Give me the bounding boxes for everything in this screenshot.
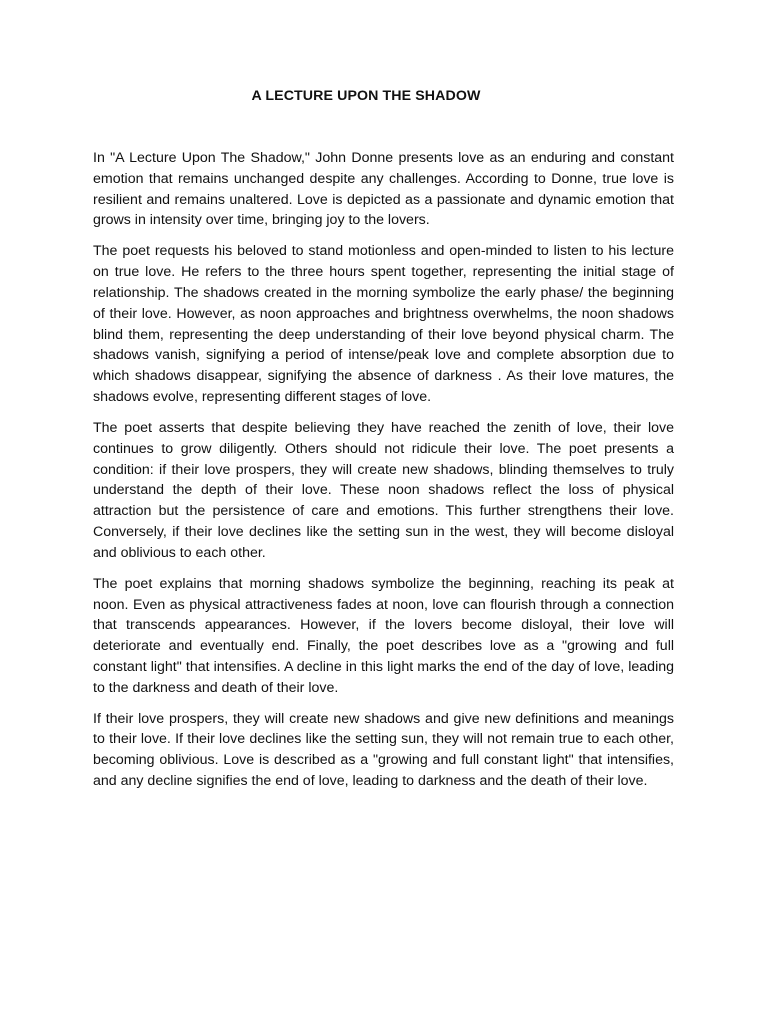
paragraph-2: The poet requests his beloved to stand motionless and open-minded to listen to his lecture on true love. He refers to the three hours spent together, representing the initial stage of relationship. The shadows created in the morning symbolize the early phase/ the beginning of their love. However, as noon approaches and brightness overwhelms, the noon shadows blind them, representing the deep understanding of their love beyond physical charm. The shadows vanish, signifying a period of intense/peak love and complete absorption due to which shadows disappear, signifying the absence of darkness . As their love matures, the shadows evolve, representing different stages of love. bbox=[93, 243, 674, 405]
document-title: A LECTURE UPON THE SHADOW bbox=[251, 88, 481, 104]
document-body bbox=[93, 148, 674, 802]
paragraph-4: The poet explains that morning shadows symbolize the beginning, reaching its peak at noon. Even as physical attractiveness fades at noon, love can flourish through a connection that transcends appearances. However, if the lovers become disloyal, their love will deteriorate and eventually end. Finally, the poet describes love as a "growing and full constant light" that intensifies. A decline in this light marks the end of the day of love, leading to the darkness and death of their love. bbox=[93, 575, 674, 696]
paragraph-5: If their love prospers, they will create new shadows and give new definitions and meanings to their love. If their love declines like the setting sun, they will not remain true to each other, becoming oblivious. Love is described as a "growing and full constant light" that intensifies, and any decline signifies the end of love, leading to darkness and the death of their love. bbox=[93, 710, 674, 790]
paragraph-1: In "A Lecture Upon The Shadow," John Donne presents love as an enduring and constant emotion that remains unchanged despite any challenges. According to Donne, true love is resilient and remains unaltered. Love is depicted as a passionate and dynamic emotion that grows in intensity over time, bringing joy to the lovers. bbox=[93, 150, 674, 229]
paragraph-3: The poet asserts that despite believing they have reached the zenith of love, their love continues to grow diligently. Others should not ridicule their love. The poet presents a condition: if their love prospers, they will create new shadows, blinding themselves to truly understand the depth of their love. These noon shadows reflect the loss of physical attraction but the persistence of care and emotions. This further strengthens their love. Conversely, if their love declines like the setting sun in the west, they will become disloyal and oblivious to each other. bbox=[93, 419, 674, 561]
